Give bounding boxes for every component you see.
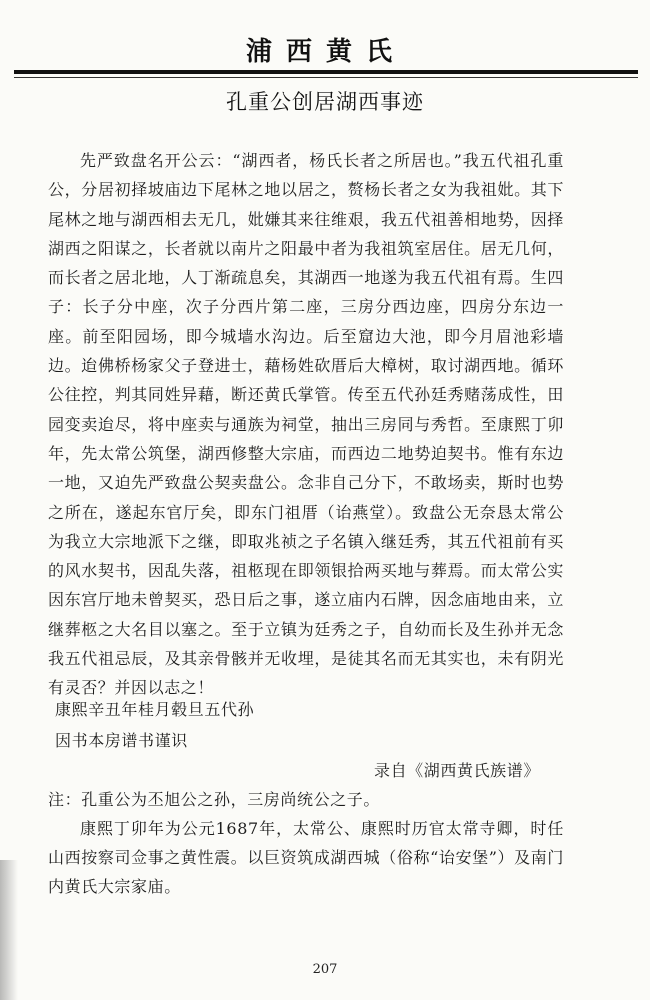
header-rule-thick [14,70,638,74]
running-header [14,29,638,69]
note-paragraph: 注：孔重公为丕旭公之孙，三房尚统公之子。 [48,790,381,809]
notes-section [48,785,564,901]
scan-edge-shadow [0,860,18,1000]
signature-author: 因书本房谱书谨识 [55,731,188,750]
source-citation: 录自《湖西黄氏族谱》 [373,761,540,780]
article-title: 孔重公创居湖西事迹 [226,90,424,114]
header-rule-thin [14,77,638,78]
note-paragraph: 康熙丁卯年为公元1687年，太常公、康熙时历官太常寺卿，时任山西按察司佥事之黄性震。以巨资筑成湖西城（俗称“诒安堡”）及南门内黄氏大宗家庙。 [48,819,564,896]
header-title: 浦西黄氏 [245,36,406,67]
page-number: 207 [312,962,338,977]
signature-date: 康熙辛丑年桂月毂旦五代孙 [55,700,255,719]
article-body: 先严致盘名开公云：“湖西者，杨氏长者之所居也。”我五代祖孔重公，分居初择坡庙边下尾林之地以居之，赘杨长者之女为我祖妣。其下尾林之地与湖西相去无几，妣嫌其来往维艰，我五代祖善相地势，因择湖西之阳谋之，长者就以南片之阳最中者为我祖筑室居住。居无几何，而长者之居北地，人丁渐疏息矣，其湖西一地遂为我五代祖有焉。生四子：长子分中座，次子分西片第二座，三房分西边座，四房分东边一座。前至阳园场，即今城墙水沟边。后至窟边大池，即今月眉池彩墙边。迨佛桥杨家父子登进士，藉杨姓砍厝后大樟树，取讨湖西地。循环公往控，判其同姓异藉，断还黄氏掌管。传至五代孙廷秀赌荡成性，田园变卖迨尽，将中座卖与通族为祠堂，抽出三房同与秀哲。至康熙丁卯年，先太常公筑堡，湖西修整大宗庙，而西边二地势迫契书。惟有东边一地，又迫先严致盘公契卖盘公。念非自己分下，不敢场卖，斯时也势之所在，遂起东官厅矣，即东门祖厝（诒燕堂）。致盘公无奈恳太常公为我立大宗地派下之继，即取兆祯之子名镇入继廷秀，其五代祖前有买的风水契书，因乱失落，祖柩现在即领银拾两买地与葬焉。而太常公实因东宫厅地未曾契买，恐日后之事，遂立庙内石牌，因念庙地由来，立继葬柩之大名目以塞之。至于立镇为廷秀之子，自幼而长及生孙并无念我五代祖忌辰，及其亲骨骸并无收埋，是徒其名而无其实也，未有阴光有灵否？并因以志之！ [48,151,564,698]
